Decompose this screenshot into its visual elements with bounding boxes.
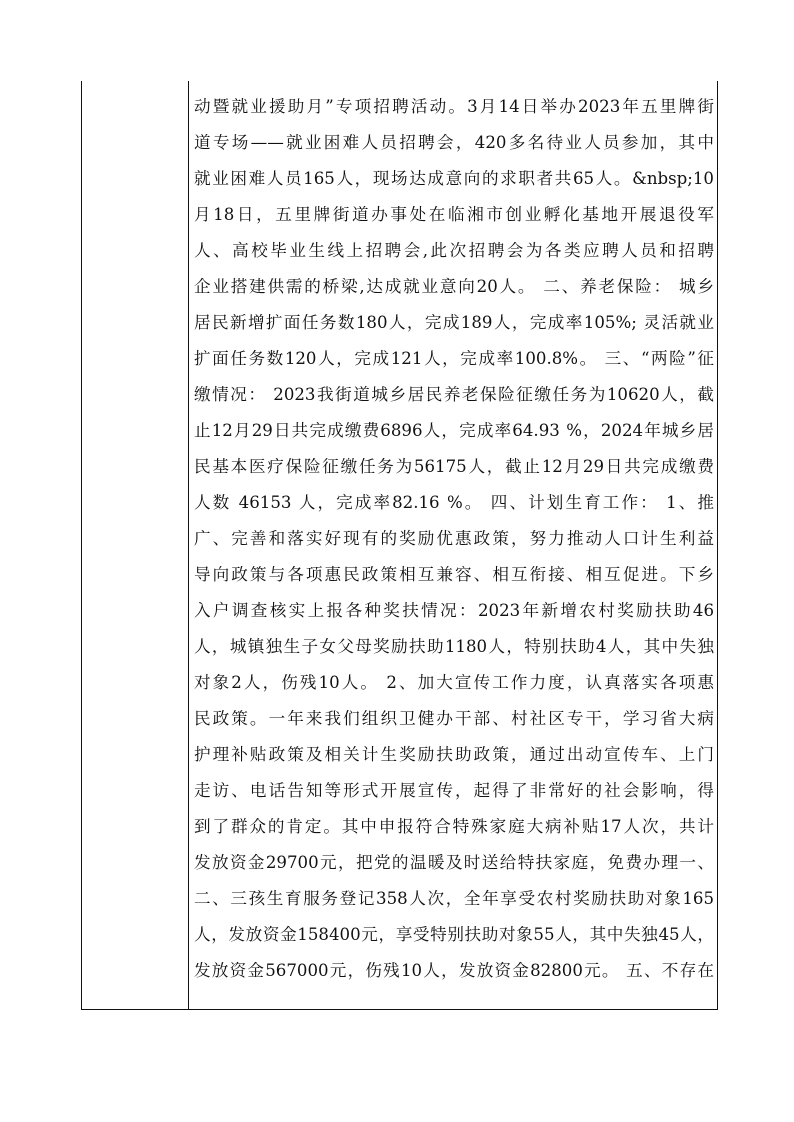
text-line: 民基本医疗保险征缴任务为56175人，截止12月29日共完成缴费 bbox=[194, 457, 714, 476]
text-line: 人，发放资金158400元，享受特别扶助对象55人，其中失独45人， bbox=[194, 925, 714, 944]
text-line: 二、三孩生育服务登记358人次，全年享受农村奖励扶助对象165 bbox=[194, 889, 714, 908]
text-line: 人、高校毕业生线上招聘会,此次招聘会为各类应聘人员和招聘 bbox=[194, 241, 714, 260]
content-cell bbox=[194, 89, 714, 989]
text-line: 到了群众的肯定。其中申报符合特殊家庭大病补贴17人次，共计 bbox=[194, 817, 714, 836]
text-line: 民政策。一年来我们组织卫健办干部、村社区专干，学习省大病 bbox=[194, 709, 714, 728]
text-line: 发放资金29700元，把党的温暖及时送给特扶家庭，免费办理一、 bbox=[194, 853, 714, 872]
text-line: 止12月29日共完成缴费6896人，完成率64.93 %，2024年城乡居 bbox=[194, 421, 714, 440]
text-line: 人数 46153 人，完成率82.16 %。 四、计划生育工作： 1、推 bbox=[194, 493, 714, 512]
text-line: 人，城镇独生子女父母奖励扶助1180人，特别扶助4人，其中失独 bbox=[194, 637, 714, 656]
table-frame bbox=[81, 81, 718, 1010]
column-divider bbox=[188, 81, 189, 1009]
text-line: 对象2人，伤残10人。 2、加大宣传工作力度，认真落实各项惠 bbox=[194, 673, 714, 692]
text-line: 走访、电话告知等形式开展宣传，起得了非常好的社会影响，得 bbox=[194, 781, 714, 800]
text-line: 入户调查核实上报各种奖扶情况：2023年新增农村奖励扶助46 bbox=[194, 601, 714, 620]
text-line: 导向政策与各项惠民政策相互兼容、相互衔接、相互促进。下乡 bbox=[194, 565, 714, 584]
text-line: 道专场——就业困难人员招聘会，420多名待业人员参加，其中 bbox=[194, 133, 714, 152]
text-line: 动暨就业援助月”专项招聘活动。3月14日举办2023年五里牌街 bbox=[194, 97, 714, 116]
text-line: 企业搭建供需的桥梁,达成就业意向20人。 二、养老保险： 城乡 bbox=[194, 277, 714, 296]
text-line: 就业困难人员165人，现场达成意向的求职者共65人。&nbsp;10 bbox=[194, 169, 714, 188]
text-line: 月18日，五里牌街道办事处在临湘市创业孵化基地开展退役军 bbox=[194, 205, 714, 224]
text-line: 扩面任务数120人，完成121人，完成率100.8%。 三、“两险”征 bbox=[194, 349, 714, 368]
text-line: 广、完善和落实好现有的奖励优惠政策，努力推动人口计生利益 bbox=[194, 529, 714, 548]
text-line: 居民新增扩面任务数180人，完成189人，完成率105%; 灵活就业 bbox=[194, 313, 714, 332]
text-line: 发放资金567000元，伤残10人，发放资金82800元。 五、不存在 bbox=[194, 961, 714, 980]
text-line: 护理补贴政策及相关计生奖励扶助政策，通过出动宣传车、上门 bbox=[194, 745, 714, 764]
text-line: 缴情况： 2023我街道城乡居民养老保险征缴任务为10620人，截 bbox=[194, 385, 714, 404]
